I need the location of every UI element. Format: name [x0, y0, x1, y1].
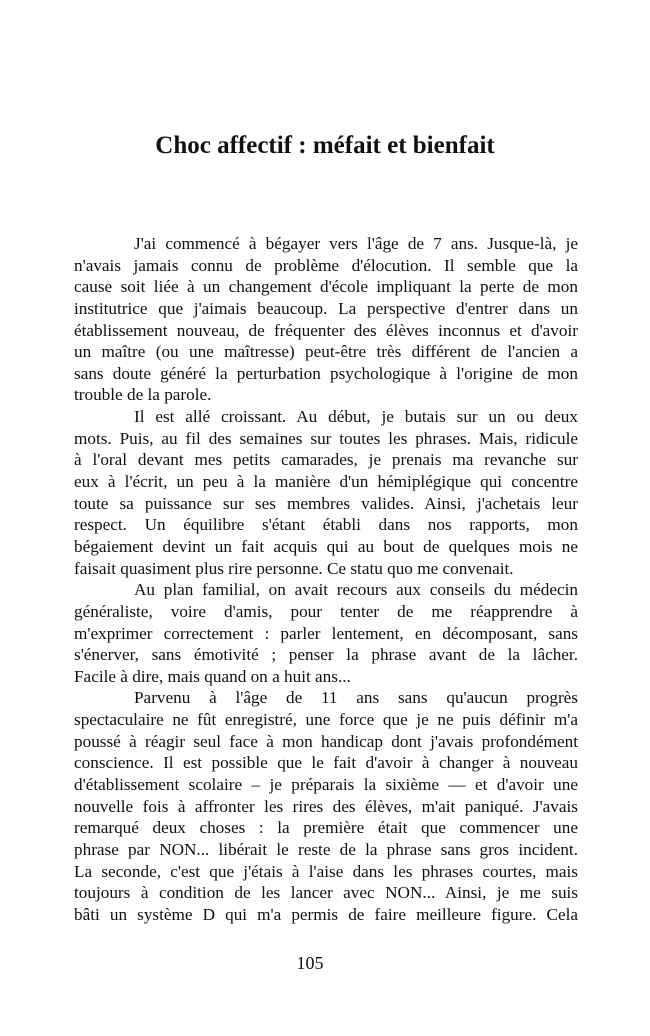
text-line: institutrice que j'aimais beaucoup. La perspective d'entrer dans un [74, 298, 578, 318]
text-line: bégaiement devint un fait acquis qui au bout de quelques mois ne [74, 536, 578, 556]
paragraph [74, 579, 578, 687]
text-line: généraliste, voire d'amis, pour tenter de me réapprendre à [74, 601, 578, 621]
text-line: J'ai commencé à bégayer vers l'âge de 7 ans. Jusque-là, je [134, 234, 578, 253]
text-line: nouvelle fois à affronter les rires des élèves, m'ait paniqué. J'avais [74, 796, 578, 816]
body-text [74, 233, 578, 926]
text-line: Facile à dire, mais quand on a huit ans... [74, 666, 351, 686]
text-line: eux à l'écrit, un peu à la manière d'un hémiplégique qui concentre [74, 472, 578, 492]
text-line: n'avais jamais connu de problème d'élocution. Il semble que la [74, 255, 578, 275]
text-line: cause soit liée à un changement d'école impliquant la perte de mon [74, 277, 578, 297]
text-line: toute sa puissance sur ses membres valides. Ainsi, j'achetais leur [74, 493, 578, 513]
chapter-title: Choc affectif : méfait et bienfait [155, 132, 495, 159]
text-line: établissement nouveau, de fréquenter des élèves inconnus et d'avoir [74, 320, 578, 340]
text-line: sans doute généré la perturbation psychologique à l'origine de mon [74, 363, 578, 383]
text-line: bâti un système D qui m'a permis de faire meilleure figure. Cela [74, 904, 578, 924]
text-line: spectaculaire ne fût enregistré, une force que je ne puis définir m'a [74, 710, 578, 730]
text-line: à l'oral devant mes petits camarades, je prenais ma revanche sur [74, 450, 578, 470]
text-line: un maître (ou une maîtresse) peut-être très différent de l'ancien a [74, 342, 578, 362]
text-line: mots. Puis, au fil des semaines sur toutes les phrases. Mais, ridicule [74, 428, 578, 448]
text-line: faisait quasiment plus rire personne. Ce statu quo me convenait. [74, 558, 514, 578]
text-line: Au plan familial, on avait recours aux conseils du médecin [134, 580, 578, 600]
text-line: toujours à condition de les lancer avec NON... Ainsi, je me suis [74, 883, 578, 903]
text-line: s'énerver, sans émotivité ; penser la phrase avant de la lâcher. [74, 645, 578, 665]
paragraph [74, 406, 578, 579]
text-line: La seconde, c'est que j'étais à l'aise dans les phrases courtes, mais [74, 861, 578, 881]
text-line: d'établissement scolaire – je préparais la sixième — et d'avoir une [74, 775, 578, 795]
text-line: poussé à réagir seul face à mon handicap dont j'avais profondément [74, 731, 578, 751]
text-line: conscience. Il est possible que le fait d'avoir à changer à nouveau [74, 753, 578, 773]
text-line: Parvenu à l'âge de 11 ans sans qu'aucun progrès [134, 688, 578, 708]
page-number: 105 [296, 953, 324, 973]
text-line: respect. Un équilibre s'étant établi dans nos rapports, mon [74, 515, 578, 535]
paragraph [74, 233, 578, 406]
text-line: phrase par NON... libérait le reste de la phrase sans gros incident. [74, 839, 578, 859]
paragraph [74, 687, 578, 925]
text-line: Il est allé croissant. Au début, je butais sur un ou deux [134, 407, 578, 427]
text-line: trouble de la parole. [74, 385, 212, 405]
text-line: m'exprimer correctement : parler lentement, en décomposant, sans [74, 623, 578, 643]
text-line: remarqué deux choses : la première était que commencer une [74, 818, 578, 838]
